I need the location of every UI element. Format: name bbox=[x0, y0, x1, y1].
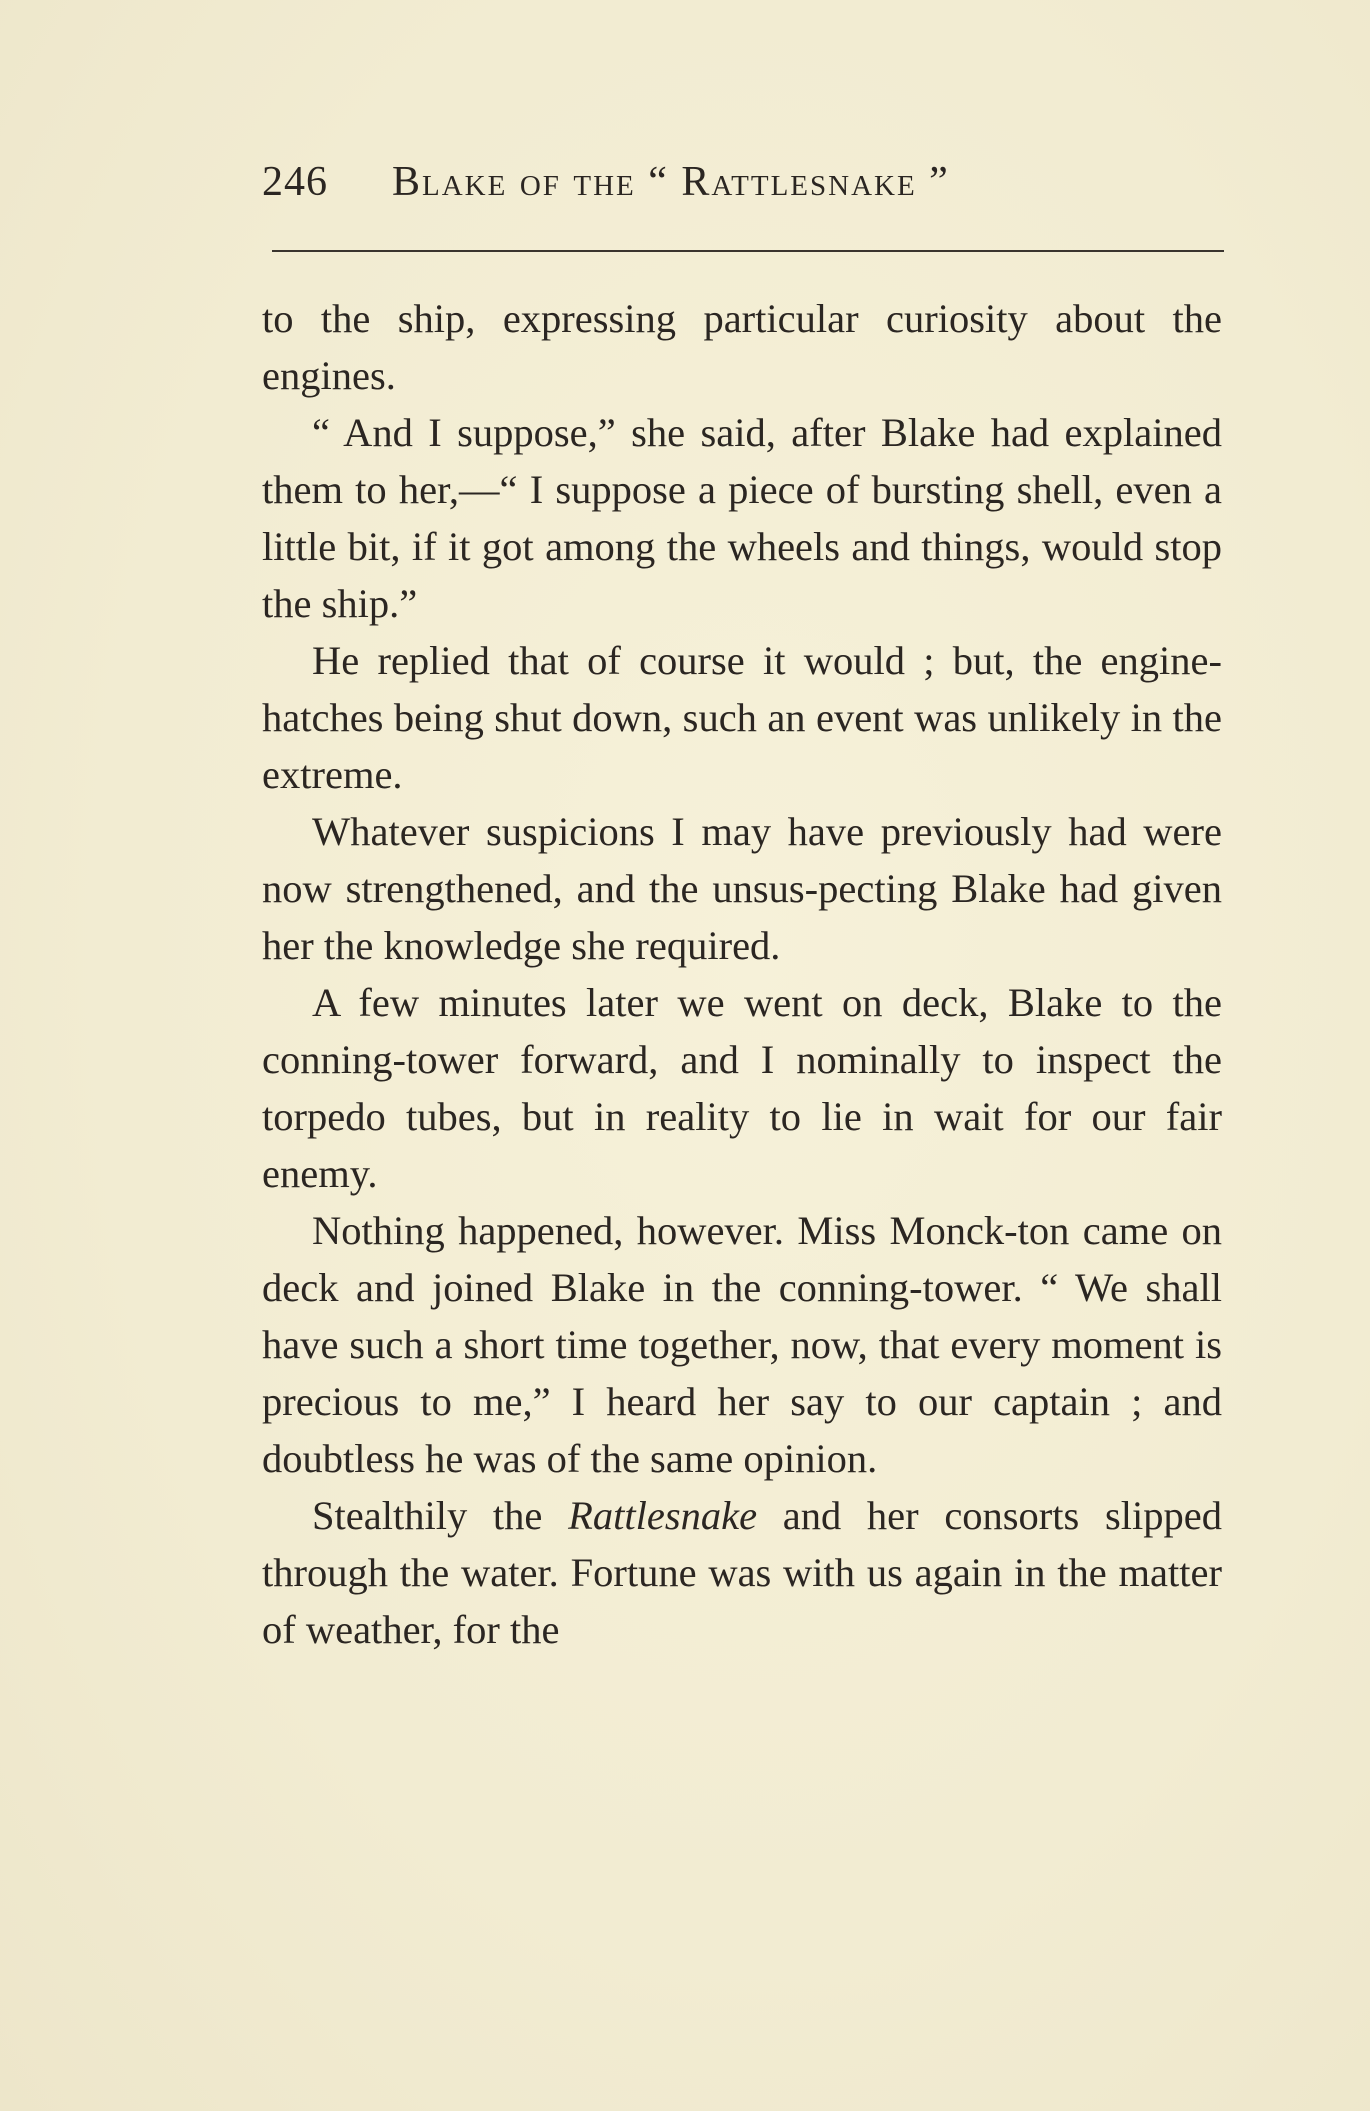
paragraph-5: A few minutes later we went on deck, Blake to the conning-tower forward, and I nominally to inspect the torpedo tubes, but in reality to lie in wait for our fair enemy. bbox=[262, 980, 1222, 1196]
paragraph-4: Whatever suspicions I may have previously had were now strengthened, and the unsus-pecting Blake had given her the knowledge she required. bbox=[262, 809, 1222, 968]
body-text bbox=[262, 290, 1222, 1658]
paragraph-1: to the ship, expressing particular curiosity about the engines. bbox=[262, 296, 1222, 398]
ship-name-italic: Rattlesnake bbox=[568, 1493, 758, 1538]
page-header bbox=[262, 150, 1222, 210]
paragraph-6: Nothing happened, however. Miss Monck-ton came on deck and joined Blake in the conning-tower. “ We shall have such a short time together, now, that every moment is precious to me,” I heard her say to our captain ; and doubtless he was of the same opinion. bbox=[262, 1208, 1222, 1481]
paragraph-2: “ And I suppose,” she said, after Blake had explained them to her,—“ I suppose a piece of bursting shell, even a little bit, if it got among the wheels and things, would stop the ship.” bbox=[262, 410, 1222, 626]
paragraph-7-end: and her consorts slipped through the water. Fortune was with us again in the matter of weather, for the bbox=[262, 1493, 1222, 1652]
running-head: Blake of the “ Rattlesnake ” bbox=[392, 159, 950, 205]
paragraph-3: He replied that of course it would ; but, the engine-hatches being shut down, such an event was unlikely in the extreme. bbox=[262, 638, 1222, 797]
page-number: 246 bbox=[262, 159, 328, 205]
paragraph-7-start: Stealthily the bbox=[312, 1493, 569, 1538]
header-rule bbox=[272, 250, 1224, 252]
paragraph-7 bbox=[262, 1487, 1222, 1658]
